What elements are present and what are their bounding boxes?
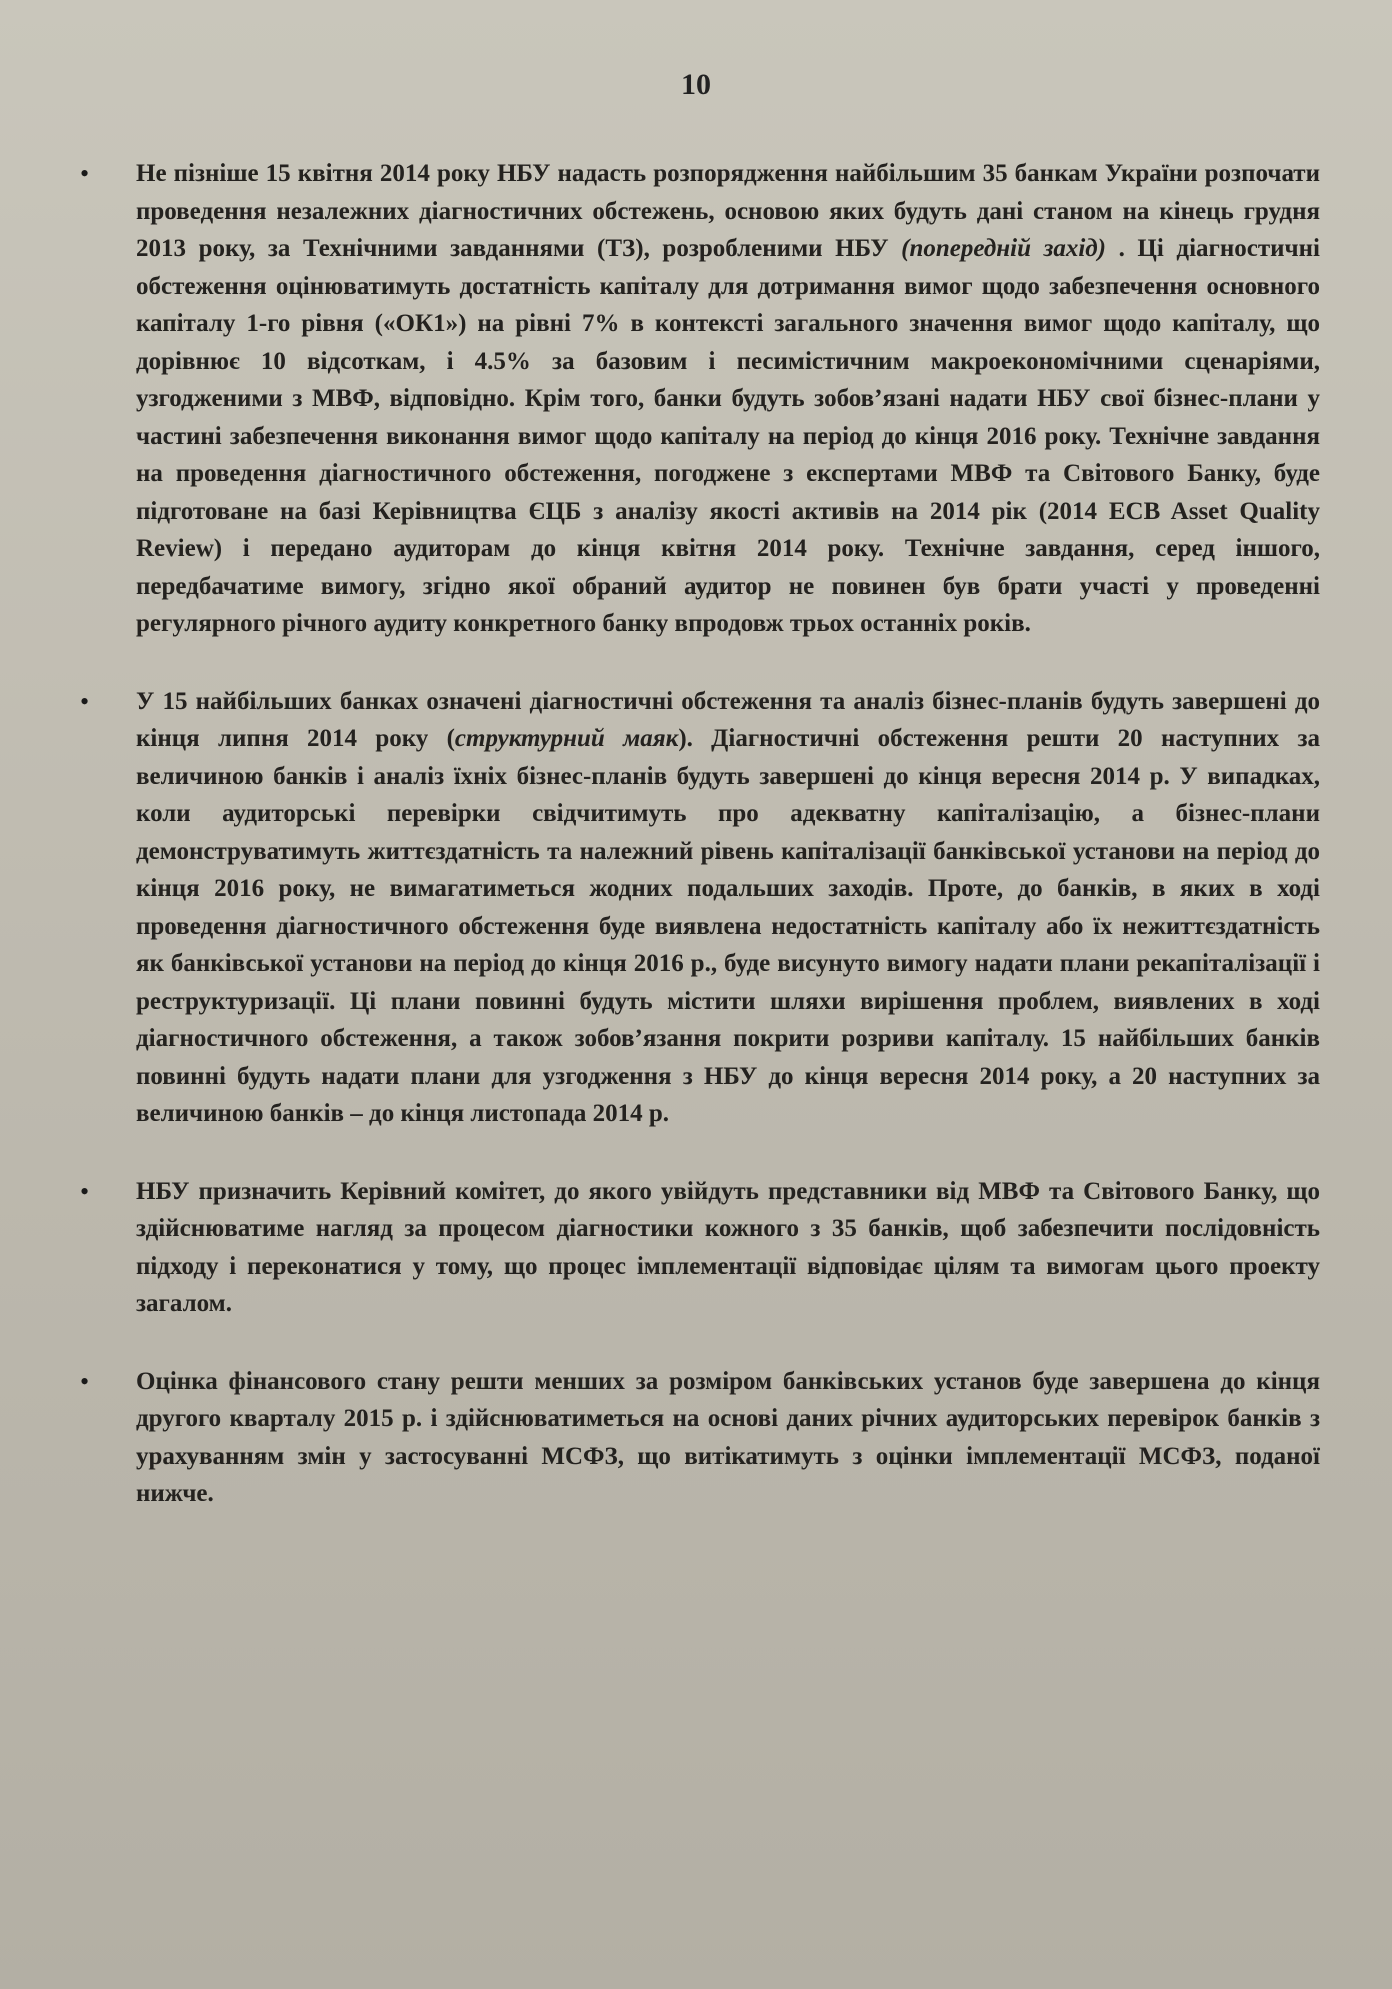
list-item — [70, 683, 1320, 1133]
paragraph-text-start: НБУ призначить Керівний комітет, до якого увійдуть представники від МВФ та Світового Банку, що здійснюватиме нагляд за процесом діагностики кожного з 35 банків, щоб забезпечити послідовність підходу і переконатися у тому, що процес імплементації відповідає цілям та вимогам цього проекту загалом. — [136, 1177, 1320, 1317]
bullet-icon: • — [80, 1176, 90, 1206]
list-item — [70, 1173, 1320, 1323]
bullet-icon: • — [80, 686, 90, 716]
paragraph-text — [136, 1363, 1320, 1513]
emphasis-text: структурний маяк — [454, 725, 679, 752]
list-item — [70, 1363, 1320, 1513]
paragraph-text-end: ). Діагностичні обстеження решти 20 наступних за величиною банків і аналіз їхніх бізнес-планів будуть завершені до кінця вересня 2014 р. У випадках, коли аудиторські перевірки свідчитимуть про адекватну капіталізацію, а бізнес-плани демонструватимуть життєздатність та належний рівень капіталізації банківської установи на період до кінця 2016 року, не вимагатиметься жодних подальших заходів. Проте, до банків, в яких в ході проведення діагностичного обстеження буде виявлена недостатність капіталу або їх нежиттєздатність як банківської установи на період до кінця 2016 р., буде висунуто вимогу надати плани рекапіталізації і реструктуризації. Ці плани повинні будуть містити шляхи вирішення проблем, виявлених в ході діагностичного обстеження, а також зобов’язання покрити розриви капіталу. 15 найбільших банків повинні будуть надати плани для узгодження з НБУ до кінця вересня 2014 року, а 20 наступних за величиною банків – до кінця листопада 2014 р. — [136, 725, 1320, 1127]
bullet-icon: • — [80, 1366, 90, 1396]
paragraph-text-start: У 15 найбільших банках означені діагностичні обстеження та аналіз бізнес-планів будуть завершені до кінця липня 2014 року ( — [136, 687, 1320, 752]
list-item — [70, 155, 1320, 643]
page-number: 10 — [681, 68, 711, 101]
paragraph-text — [136, 683, 1320, 1133]
paragraph-text-start: Не пізніше 15 квітня 2014 року НБУ надасть розпорядження найбільшим 35 банкам України розпочати проведення незалежних діагностичних обстежень, основою яких будуть дані станом на кінець грудня 2013 року, за Технічними завданнями (ТЗ), розробленими НБУ — [136, 160, 1320, 262]
emphasis-text: (попередній захід) — [901, 235, 1106, 262]
paragraph-text-start: Оцінка фінансового стану решти менших за розміром банківських установ буде завершена до кінця другого кварталу 2015 р. і здійснюватиметься на основі даних річних аудиторських перевірок банків з урахуванням змін у застосуванні МСФЗ, що витікатимуть з оцінки імплементації МСФЗ, поданої нижче. — [136, 1367, 1320, 1507]
bullet-list — [70, 155, 1320, 1553]
paragraph-text — [136, 155, 1320, 643]
paragraph-text-end: . Ці діагностичні обстеження оцінюватимуть достатність капіталу для дотримання вимог щодо забезпечення основного капіталу 1-го рівня («ОК1») на рівні 7% в контексті загального значення вимог щодо капіталу, що дорівнює 10 відсоткам, і 4.5% за базовим і песимістичним макроекономічними сценаріями, узгодженими з МВФ, відповідно. Крім того, банки будуть зобов’язані надати НБУ свої бізнес-плани у частині забезпечення виконання вимог щодо капіталу на період до кінця 2016 року. Технічне завдання на проведення діагностичного обстеження, погоджене з експертами МВФ та Світового Банку, буде підготоване на базі Керівництва ЄЦБ з аналізу якості активів на 2014 рік (2014 ECB Asset Quality Review) і передано аудиторам до кінця квітня 2014 року. Технічне завдання, серед іншого, передбачатиме вимогу, згідно якої обраний аудитор не повинен був брати участі у проведенні регулярного річного аудиту конкретного банку впродовж трьох останніх років. — [136, 235, 1320, 637]
paragraph-text — [136, 1173, 1320, 1323]
bullet-icon: • — [80, 159, 90, 188]
